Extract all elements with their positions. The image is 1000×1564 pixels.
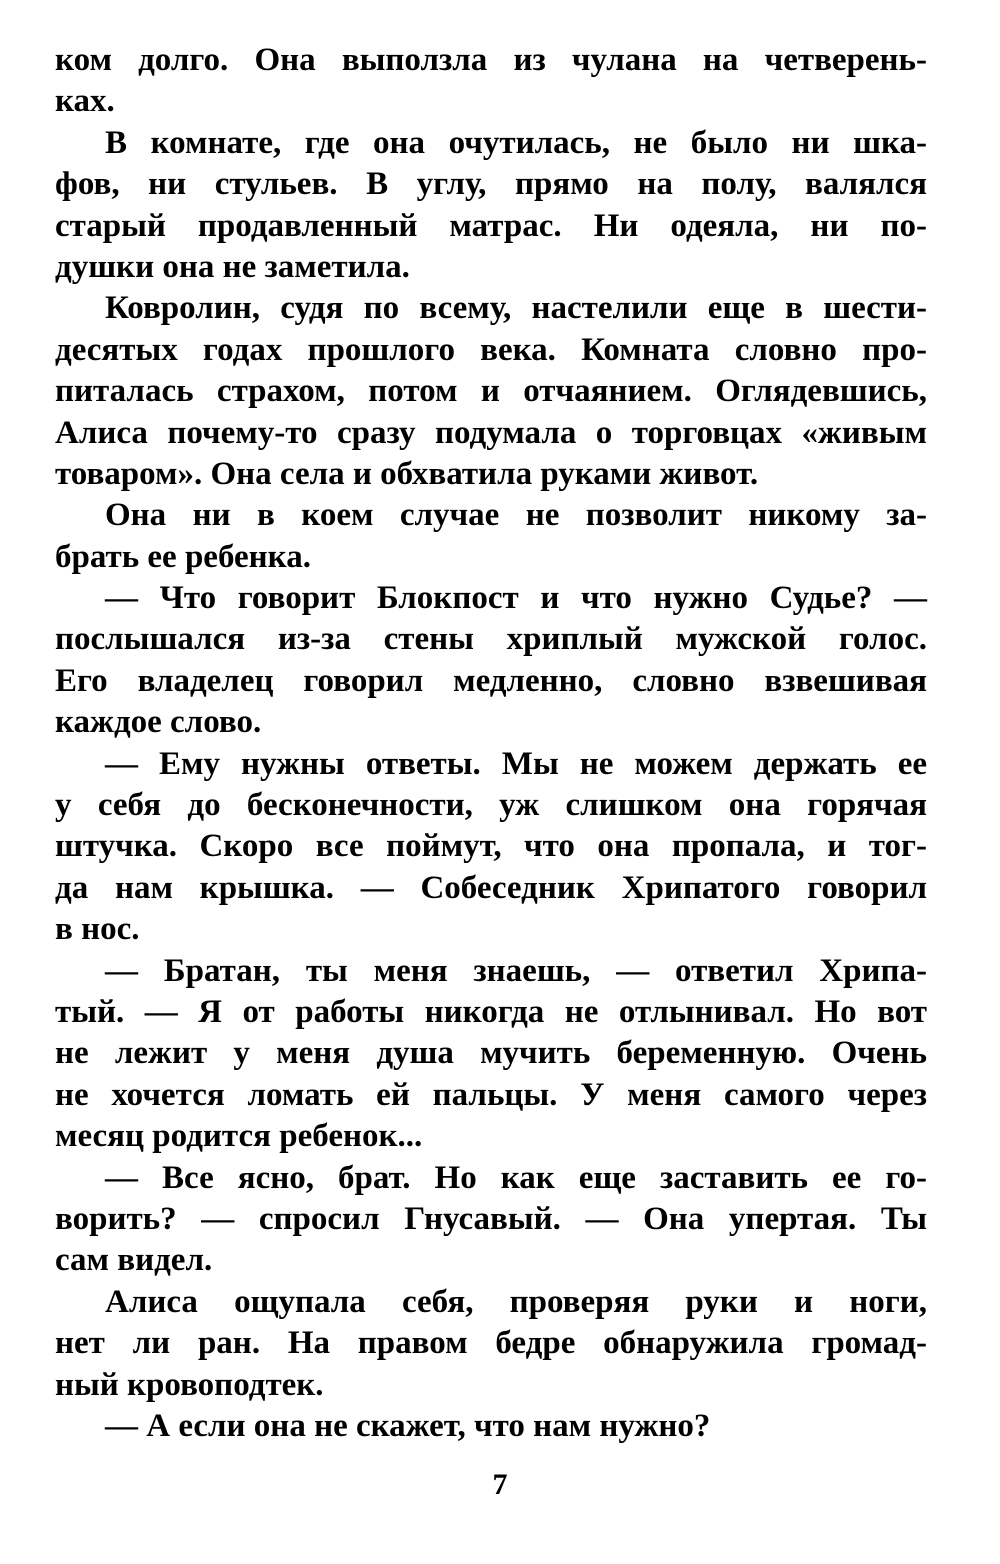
text-line: сам видел. <box>55 1242 213 1279</box>
text-line: ком долго. Она выползла из чулана на четверень- <box>55 42 927 78</box>
text-line: — Братан, ты меня знаешь, — ответил Хрипа- <box>105 952 927 989</box>
text-line: ворить? — спросил Гнусавый. — Она упертая. Ты <box>55 1200 927 1237</box>
text-line: каждое слово. <box>55 704 262 741</box>
text-line: не хочется ломать ей пальцы. У меня самого через <box>55 1076 927 1113</box>
paragraph <box>55 123 927 289</box>
paragraph <box>55 951 927 1158</box>
text-line: ках. <box>55 83 115 120</box>
text-line: нет ли ран. На правом бедре обнаружила громад- <box>55 1325 927 1362</box>
text-line: Его владелец говорил медленно, словно взвешивая <box>55 662 927 699</box>
text-line: душки она не заметила. <box>55 248 410 285</box>
text-line: Алиса ощупала себя, проверяя руки и ноги, <box>105 1283 927 1320</box>
text-line: — А если она не скажет, что нам нужно? <box>105 1407 711 1444</box>
text-line: тый. — Я от работы никогда не отлынивал. Но вот <box>55 993 927 1030</box>
body-text <box>55 40 927 1447</box>
text-line: Алиса почему-то сразу подумала о торговцах «живым <box>55 414 927 451</box>
paragraph <box>55 1282 927 1406</box>
text-line: ный кровоподтек. <box>55 1366 324 1403</box>
paragraph <box>55 1406 927 1447</box>
paragraph <box>55 288 927 495</box>
text-line: товаром». Она села и обхватила руками живот. <box>55 455 759 492</box>
text-line: старый продавленный матрас. Ни одеяла, ни по- <box>55 207 927 244</box>
paragraph <box>55 744 927 951</box>
page-number: 7 <box>492 1468 508 1501</box>
text-line: — Все ясно, брат. Но как еще заставить ее го- <box>105 1159 927 1196</box>
text-line: десятых годах прошлого века. Комната словно про- <box>55 331 927 368</box>
text-line: не лежит у меня душа мучить беременную. Очень <box>55 1035 927 1072</box>
text-line: В комнате, где она очутилась, не было ни шка- <box>105 124 927 161</box>
paragraph <box>55 1158 927 1282</box>
text-line: Она ни в коем случае не позволит никому за- <box>105 497 927 534</box>
text-line: питалась страхом, потом и отчаянием. Оглядевшись, <box>55 373 927 410</box>
text-line: штучка. Скоро все поймут, что она пропала, и тог- <box>55 828 927 865</box>
text-line: да нам крышка. — Собеседник Хрипатого говорил <box>55 869 927 906</box>
text-line: послышался из-за стены хриплый мужской голос. <box>55 621 927 658</box>
text-line: Ковролин, судя по всему, настелили еще в шести- <box>105 290 927 327</box>
paragraph <box>55 578 927 744</box>
text-line: месяц родится ребенок... <box>55 1118 423 1155</box>
text-line: в нос. <box>55 911 140 948</box>
paragraph <box>55 40 927 123</box>
text-line: у себя до бесконечности, уж слишком она горячая <box>55 787 927 824</box>
text-line: фов, ни стульев. В углу, прямо на полу, валялся <box>55 166 927 203</box>
text-line: брать ее ребенка. <box>55 538 311 575</box>
paragraph <box>55 495 927 578</box>
text-line: — Что говорит Блокпост и что нужно Судье? — <box>105 580 927 617</box>
text-line: — Ему нужны ответы. Мы не можем держать ее <box>105 745 927 782</box>
